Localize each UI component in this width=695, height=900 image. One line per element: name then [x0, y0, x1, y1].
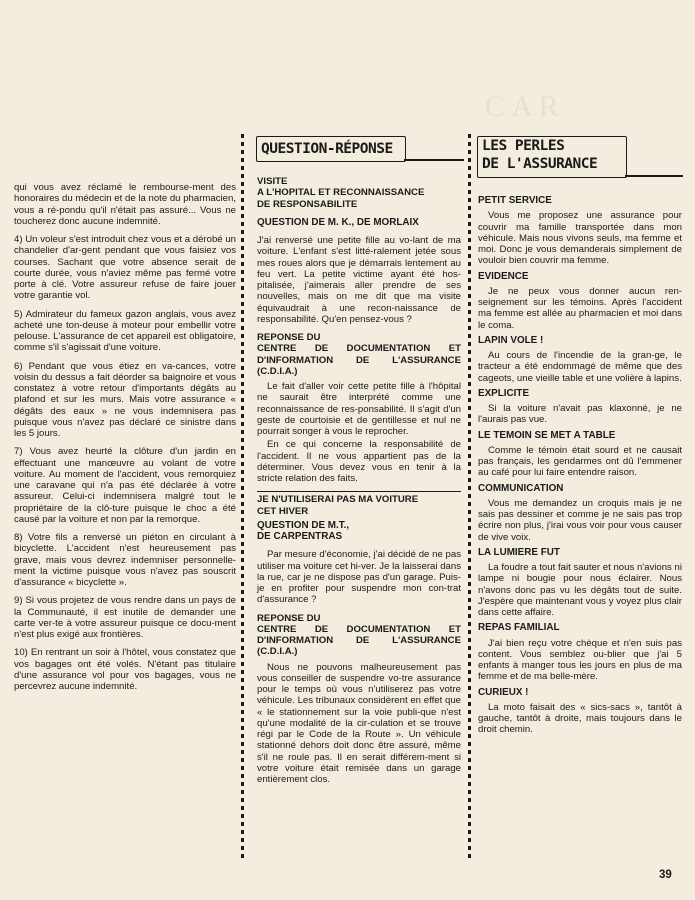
- left-paragraph: 6) Pendant que vous étiez en va-cances, votre voisin du dessus a fait déorder sa baignoire et vous constatez à votre retour d'importants dégâts au plafond et sur les murs. Mais votre assurance « dégâts des eaux » ne vous indemnisera pas puisque vous n'avez pas déclaré ce sinistre dans les 5 jours.: [14, 360, 236, 439]
- perle-text: Comme le témoin était sourd et ne causait pas français, les gendarmes ont dû l'emmener au café pour lui faire entendre raison.: [478, 444, 682, 479]
- answer-title: REPONSE DU CENTRE DE DOCUMENTATION ET D'INFORMATION DE L'ASSURANCE (C.D.I.A.): [257, 332, 461, 377]
- perles-header: [477, 136, 627, 178]
- answer-text: Le fait d'aller voir cette petite fille à l'hôpital ne saurait être interprété comme une reconnaissance de res-ponsabilité. Il s'agit d'un geste de courtoisie et de gentillesse et nul ne pourrait songer à vous le reprocher.: [257, 381, 461, 437]
- perle-title: REPAS FAMILIAL: [478, 622, 560, 634]
- header-rule: [404, 159, 464, 161]
- header-rule: [625, 175, 683, 177]
- perle-title: PETIT SERVICE: [478, 195, 552, 206]
- section-title: VISITE A L'HOPITAL ET RECONNAISSANCE DE RESPONSABILITE: [257, 176, 425, 210]
- faded-background-lettering: CAR: [485, 90, 565, 123]
- perle-title: EVIDENCE: [478, 270, 529, 282]
- left-paragraph: 7) Vous avez heurté la clôture d'un jardin en effectuant une manœuvre au volant de votre voiture. Au moment de l'accident, vous remorquiez une caravane qui n'a pas été déclarée à votre assureur. Celui-ci indemnisera malgré tout le propriétaire de la clô-ture puisque le choc a été causé par la voiture et non par la remorque.: [14, 446, 236, 525]
- perle-text: Vous me demandez un croquis mais je ne sais pas dessiner et comme je ne sais pas trop écrire non plus, j'irai vous voir pour vous causer de vive voix.: [478, 497, 682, 543]
- answer-text: En ce qui concerne la responsabilité de l'accident. Il ne vous appartient pas de la déterminer. Vous devez vous en tenir à la stricte relation des faits.: [257, 439, 461, 484]
- left-paragraph: 9) Si vous projetez de vous rendre dans un pays de la Communauté, il est inutile de demander une carte ver-te à votre assureur puisque ce docu-ment n'est plus exigé aux frontières.: [14, 595, 236, 640]
- perle-text: Vous me proposez une assurance pour couvrir ma famille transportée dans mon véhicule. Mais nous vivons seuls, ma femme et moi. Donc je vous demanderais simplement de vouloir bien couvrir ma femme.: [478, 210, 682, 267]
- column-divider-left: [241, 134, 244, 859]
- perle-title: CURIEUX !: [478, 686, 529, 698]
- question-text: J'ai renversé une petite fille au vo-lant de ma voiture. L'enfant s'est litté-ralement jetée sous mes roues alors que je démarrais lentement au feu vert. La petite victime ayant été hos-pitalisée, j'aimerais aller prendre de ses nouvelles, mais on me dit que ma visite équivaudrait à une recon-naissance de responsabilité. Qu'en pensez-vous ?: [257, 235, 461, 325]
- left-paragraph: 4) Un voleur s'est introduit chez vous et a dérobé un chandelier d'ar-gent pendant que vous faisiez vos courses. Sachant que votre absence serait de courte durée, vous n'aviez même pas fermé votre porte à clé. Votre assureur refuse de faire jouer votre garantie vol.: [14, 234, 236, 302]
- left-column: [14, 182, 236, 699]
- left-paragraph: qui vous avez réclamé le rembourse-ment des honoraires du médecin et de la note du pharmacien, vous a ré-pondu qu'il n'était pas assuré... Vous ne toucherez donc aucune indemnité.: [14, 182, 236, 227]
- perle-title: EXPLICITE: [478, 387, 530, 399]
- page-number: 39: [659, 869, 672, 881]
- section-rule: [257, 491, 461, 492]
- perle-text: Au cours de l'incendie de la gran-ge, le tracteur a été endommagé de même que des cageots, une vieille table et une volière à lapins.: [478, 350, 682, 384]
- question-title: QUESTION DE M. K., DE MORLAIX: [257, 216, 419, 228]
- question-reponse-header: [256, 136, 406, 162]
- perle-text: La moto faisait des « sics-sacs », tantôt à gauche, tantôt à droite, mais toujours dans le droit chemin.: [478, 701, 682, 736]
- perle-text: J'ai bien reçu votre chèque et n'en suis pas content. Vous semblez ou-blier que j'ai 5 enfants à manger tous les jours en plus de ma femme et de ma belle-mère.: [478, 637, 682, 683]
- right-column: [478, 195, 682, 740]
- perle-text: La foudre a tout fait sauter et nous n'avions ni lampe ni bougie pour nous éclairer. Nous n'avons donc pas vu les dégâts tout de suite. J'espère que maintenant vous y voyez plus clair dans cette affaire.: [478, 562, 682, 618]
- perle-text: Si la voiture n'avait pas klaxonné, je ne l'aurais pas vue.: [478, 403, 682, 426]
- perle-title: COMMUNICATION: [478, 482, 564, 494]
- answer-title: REPONSE DU CENTRE DE DOCUMENTATION ET D'INFORMATION DE L'ASSURANCE (C.D.I.A.): [257, 612, 461, 658]
- header-line-2: DE L'ASSURANCE: [482, 156, 598, 172]
- left-paragraph: 10) En rentrant un soir à l'hôtel, vous constatez que vos bagages ont été volés. N'étant pas titulaire d'une assurance vol pour vos bagages, vous ne percevrez aucune indemnité.: [14, 647, 236, 692]
- header-title: QUESTION-RÉPONSE: [261, 141, 393, 157]
- perle-title: LE TEMOIN SE MET A TABLE: [478, 429, 616, 441]
- perle-text: Je ne peux vous donner aucun ren-seignement sur les témoins. Après l'accident ma femme est allée au pharmacien et moi dans le coma.: [478, 285, 682, 331]
- header-line-1: LES PERLES: [482, 138, 565, 154]
- section-title: JE N'UTILISERAI PAS MA VOITURE CET HIVER: [257, 494, 419, 517]
- perle-title: LAPIN VOLE !: [478, 334, 544, 346]
- question-text: Par mesure d'économie, j'ai décidé de ne pas utiliser ma voiture cet hi-ver. Je la laisserai dans la rue, car je ne dispose pas d'un garage. Puis-je en profiter pour suspendre mon con-trat d'assurance ?: [257, 549, 461, 606]
- middle-column: [257, 176, 461, 792]
- perle-title: LA LUMIERE FUT: [478, 546, 560, 558]
- left-paragraph: 5) Admirateur du fameux gazon anglais, vous avez acheté une ton-deuse à moteur pour embellir votre pelouse. L'assurance de cet appareil est obligatoire, comme s'il s'agissait d'une voiture.: [14, 308, 236, 354]
- left-paragraph: 8) Votre fils a renversé un piéton en circulant à bicyclette. L'accident n'est heureusement pas grave, mais vous devrez indemniser personnelle-ment la victime puisque vous n'avez pas souscrit d'assurance « bicyclette ».: [14, 532, 236, 588]
- answer-text: Nous ne pouvons malheureusement pas vous conseiller de suspendre vo-tre assurance pour le temps où vous n'utiliserez pas votre véhicule. Les tribunaux considèrent en effet que « le stationnement sur la voie publi-que n'est qu'une modalité de la cir-culation et se trouve régi par le Code de la Route ». Un véhicule stationné dehors doit donc être assuré, même s'il ne roule pas. Il en serait différem-ment si votre voiture était remisée dans un garage entièrement clos.: [257, 661, 461, 786]
- question-title: QUESTION DE M.T., DE CARPENTRAS: [257, 519, 350, 543]
- column-divider-right: [468, 134, 471, 859]
